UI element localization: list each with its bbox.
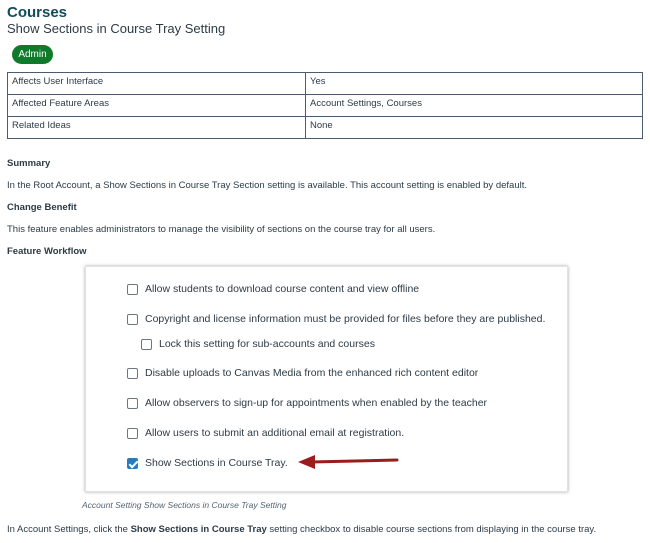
figure-caption: Account Setting Show Sections in Course Tray Setting (82, 500, 287, 510)
meta-value: Yes (306, 73, 643, 95)
option-label: Allow users to submit an additional email at registration. (145, 427, 405, 439)
meta-label: Related Ideas (8, 117, 306, 139)
red-arrow-icon (297, 452, 399, 470)
option-show-sections-course-tray[interactable] (127, 457, 288, 469)
checkbox[interactable] (127, 398, 138, 409)
option-observer-signup[interactable] (127, 397, 487, 409)
instruction-setting-name: Show Sections in Course Tray (130, 524, 267, 535)
instruction-suffix: setting checkbox to disable course sections from displaying in the course tray. (266, 524, 597, 535)
checkbox[interactable] (127, 428, 138, 439)
summary-heading: Summary (7, 158, 51, 169)
option-additional-email[interactable] (127, 427, 404, 439)
option-label: Copyright and license information must be provided for files before they are published. (145, 313, 546, 325)
table-row (8, 117, 643, 139)
option-label: Show Sections in Course Tray. (145, 457, 288, 469)
feature-meta-table (7, 72, 643, 139)
table-row (8, 73, 643, 95)
checkbox[interactable] (127, 368, 138, 379)
page-subtitle: Show Sections in Course Tray Setting (7, 21, 226, 36)
feature-workflow-heading: Feature Workflow (7, 246, 87, 257)
checkbox[interactable] (127, 314, 138, 325)
option-copyright-required[interactable] (127, 313, 545, 325)
meta-value: Account Settings, Courses (306, 95, 643, 117)
summary-text: In the Root Account, a Show Sections in Course Tray Section setting is available. This account setting is enabled by default. (7, 180, 527, 191)
option-lock-setting[interactable] (141, 338, 375, 350)
change-benefit-text: This feature enables administrators to manage the visibility of sections on the course tray for all users. (7, 224, 436, 235)
table-row (8, 95, 643, 117)
option-label: Allow observers to sign-up for appointments when enabled by the teacher (145, 397, 488, 409)
page-title: Courses (7, 4, 68, 21)
checkbox-checked[interactable] (127, 458, 138, 469)
instruction-prefix: In Account Settings, click the (7, 524, 131, 535)
option-label: Disable uploads to Canvas Media from the enhanced rich content editor (145, 367, 479, 379)
meta-label: Affected Feature Areas (8, 95, 306, 117)
meta-label: Affects User Interface (8, 73, 306, 95)
admin-badge: Admin (12, 45, 53, 64)
meta-value: None (306, 117, 643, 139)
option-disable-media-uploads[interactable] (127, 367, 478, 379)
checkbox[interactable] (141, 339, 152, 350)
option-label: Allow students to download course content and view offline (145, 283, 420, 295)
option-offline-download[interactable] (127, 283, 419, 295)
instruction-text (7, 524, 596, 535)
change-benefit-heading: Change Benefit (7, 202, 77, 213)
checkbox[interactable] (127, 284, 138, 295)
option-label: Lock this setting for sub-accounts and courses (159, 338, 375, 350)
